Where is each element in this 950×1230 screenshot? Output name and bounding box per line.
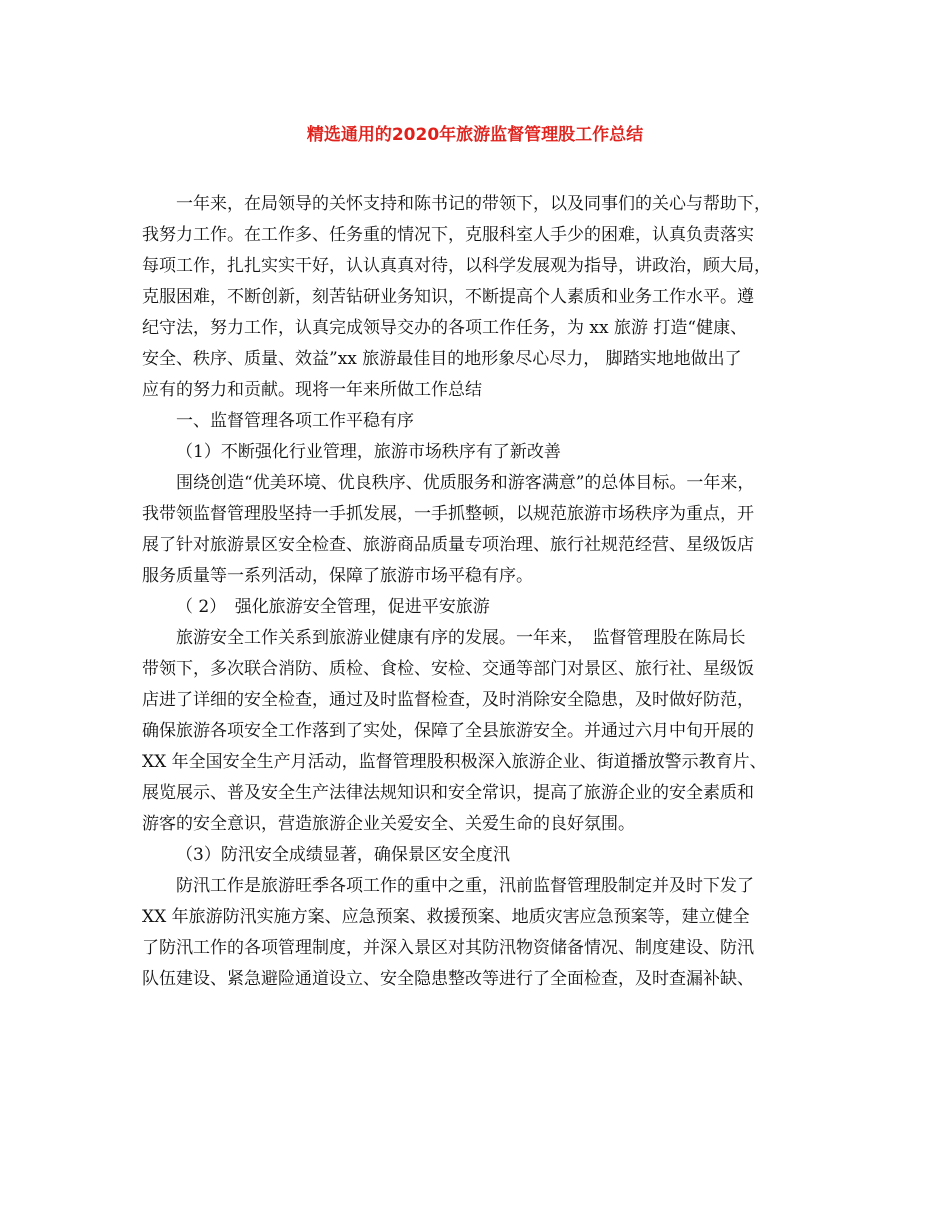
paragraph-line: 服务质量等一系列活动，保障了旅游市场平稳有序。 (142, 566, 533, 586)
document-title: 精选通用的2020年旅游监督管理股工作总结 (306, 125, 644, 145)
paragraph-line: 一年来，在局领导的关怀支持和陈书记的带领下，以及同事们的关心与帮助下， (176, 194, 771, 214)
paragraph-line: 确保旅游各项安全工作落到了实处，保障了全县旅游安全。并通过六月中旬开展的 (142, 721, 754, 741)
paragraph-line: 应有的努力和贡献。现将一年来所做工作总结 (142, 380, 482, 400)
paragraph-line: 队伍建设、紧急避险通道设立、安全隐患整改等进行了全面检查，及时查漏补缺、 (142, 969, 754, 989)
paragraph-line: 旅游安全工作关系到旅游业健康有序的发展。一年来， 监督管理股在陈局长 (176, 628, 746, 648)
paragraph-line: 展览展示、普及安全生产法律法规知识和安全常识，提高了旅游企业的安全素质和 (142, 783, 754, 803)
paragraph-line: XX 年旅游防汛实施方案、应急预案、救援预案、地质灾害应急预案等，建立健全 (142, 907, 750, 927)
paragraph-line: 了防汛工作的各项管理制度，并深入景区对其防汛物资储备情况、制度建设、防汛 (142, 938, 754, 958)
subsection-heading: （1）不断强化行业管理，旅游市场秩序有了新改善 (176, 442, 561, 462)
paragraph-line: 围绕创造“优美环境、优良秩序、优质服务和游客满意”的总体目标。一年来， (176, 473, 755, 493)
paragraph-line: 纪守法，努力工作，认真完成领导交办的各项工作任务，为 xx 旅游 打造“健康、 (142, 318, 748, 338)
paragraph-line: 防汛工作是旅游旺季各项工作的重中之重，汛前监督管理股制定并及时下发了 (176, 876, 754, 896)
paragraph-line: 展了针对旅游景区安全检查、旅游商品质量专项治理、旅行社规范经营、星级饭店 (142, 535, 754, 555)
paragraph-line: XX 年全国安全生产月活动，监督管理股积极深入旅游企业、街道播放警示教育片、 (142, 752, 767, 772)
paragraph-line: 安全、秩序、质量、效益”xx 旅游最佳目的地形象尽心尽力， 脚踏实地地做出了 (142, 349, 742, 369)
subsection-heading: （3）防汛安全成绩显著，确保景区安全度汛 (176, 845, 510, 865)
paragraph-line: 我努力工作。在工作多、任务重的情况下，克服科室人手少的困难，认真负责落实 (142, 225, 754, 245)
paragraph-line: 游客的安全意识，营造旅游企业关爱安全、关爱生命的良好氛围。 (142, 814, 635, 834)
paragraph-line: 店进了详细的安全检查，通过及时监督检查，及时消除安全隐患，及时做好防范， (142, 690, 754, 710)
section-heading: 一、监督管理各项工作平稳有序 (176, 411, 414, 431)
paragraph-line: 克服困难，不断创新，刻苦钻研业务知识，不断提高个人素质和业务工作水平。遵 (142, 287, 754, 307)
paragraph-line: 每项工作，扎扎实实干好，认认真真对待，以科学发展观为指导，讲政治，顾大局， (142, 256, 771, 276)
paragraph-line: 我带领监督管理股坚持一手抓发展，一手抓整顿，以规范旅游市场秩序为重点，开 (142, 504, 754, 524)
subsection-heading: （ 2） 强化旅游安全管理，促进平安旅游 (176, 597, 490, 617)
paragraph-line: 带领下，多次联合消防、质检、食检、安检、交通等部门对景区、旅行社、星级饭 (142, 659, 754, 679)
